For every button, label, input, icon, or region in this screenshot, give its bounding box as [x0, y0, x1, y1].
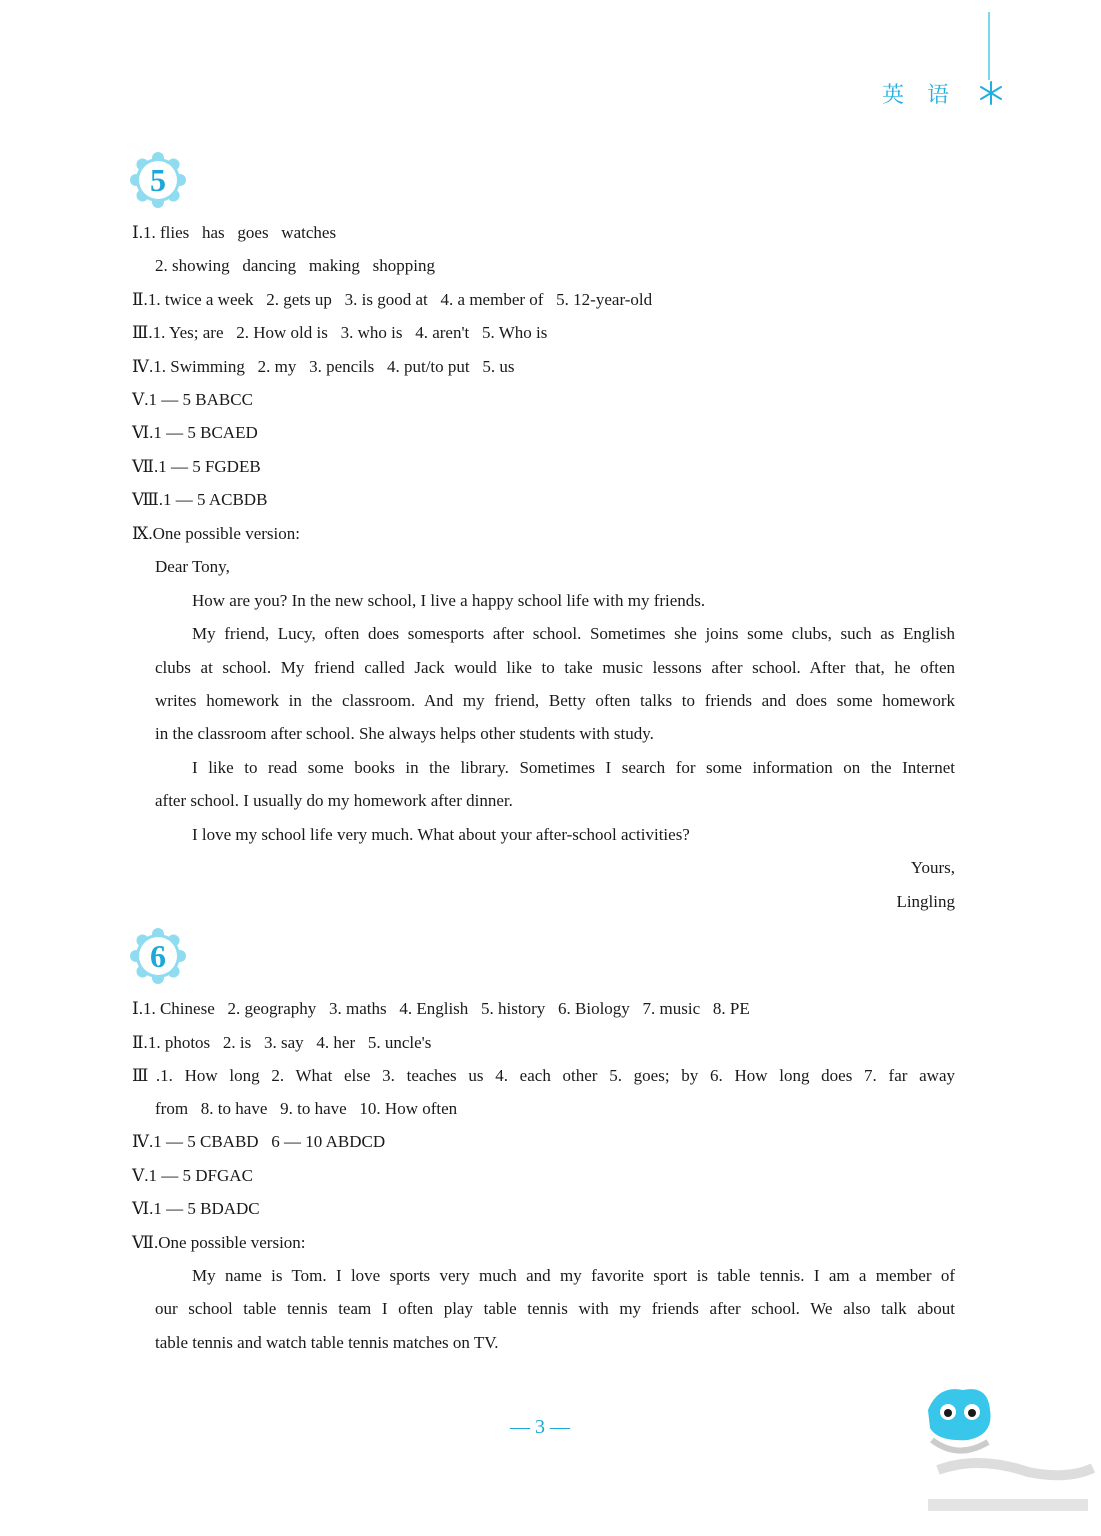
- s6-q1: Ⅰ.1. Chinese 2. geography 3. maths 4. English 5. history 6. Biology 7. music 8. PE: [132, 999, 750, 1018]
- mascot-decoration-icon: [918, 1380, 1098, 1530]
- section-5-badge: 5: [130, 152, 186, 208]
- essay-line-2: our school table tennis team I often play table tennis with my friends after school. We also talk about: [155, 1299, 955, 1318]
- letter-p3-line-1: I like to read some books in the library. Sometimes I search for some information on the Internet: [192, 758, 955, 777]
- s5-q2: Ⅱ.1. twice a week 2. gets up 3. is good at 4. a member of 5. 12-year-old: [132, 290, 653, 309]
- subject-header: 英 语: [882, 83, 957, 108]
- s6-q3-line2: from 8. to have 9. to have 10. How often: [155, 1099, 458, 1118]
- page-number: — 3 —: [510, 1416, 570, 1438]
- s6-q7: Ⅶ.One possible version:: [132, 1233, 306, 1252]
- s5-q1-line2: 2. showing dancing making shopping: [155, 256, 436, 275]
- s6-q2: Ⅱ.1. photos 2. is 3. say 4. her 5. uncle's: [132, 1033, 432, 1052]
- letter-p2-line-2: clubs at school. My friend called Jack would like to take music lessons after school. After that, he often: [155, 658, 955, 677]
- s5-q4: Ⅳ.1. Swimming 2. my 3. pencils 4. put/to put 5. us: [132, 357, 515, 376]
- asterisk-icon: [978, 80, 1004, 106]
- letter-paragraph-1: How are you? In the new school, I live a happy school life with my friends.: [192, 591, 706, 610]
- s6-q5: Ⅴ.1 — 5 DFGAC: [132, 1166, 253, 1185]
- s5-q8: Ⅷ.1 — 5 ACBDB: [132, 490, 268, 509]
- essay-line-1: My name is Tom. I love sports very much and my favorite sport is table tennis. I am a member of: [192, 1266, 955, 1285]
- letter-p2-line-3: writes homework in the classroom. And my friend, Betty often talks to friends and does some homework: [155, 691, 955, 710]
- s6-q6: Ⅵ.1 — 5 BDADC: [132, 1199, 260, 1218]
- letter-closing: Yours,: [910, 858, 955, 877]
- s6-q3-line1: Ⅲ.1. How long 2. What else 3. teaches us 4. each other 5. goes; by 6. How long does 7. far away: [132, 1066, 955, 1085]
- s5-q3: Ⅲ.1. Yes; are 2. How old is 3. who is 4. aren't 5. Who is: [132, 323, 548, 342]
- letter-paragraph-4: I love my school life very much. What about your after-school activities?: [192, 825, 690, 844]
- letter-greeting: Dear Tony,: [155, 557, 230, 576]
- letter-p2-line-1: My friend, Lucy, often does somesports after school. Sometimes she joins some clubs, such as English: [192, 624, 955, 643]
- s5-q9: Ⅸ.One possible version:: [132, 524, 300, 543]
- s5-q6: Ⅵ.1 — 5 BCAED: [132, 423, 258, 442]
- essay-line-3: table tennis and watch table tennis matches on TV.: [155, 1333, 499, 1352]
- letter-p2-line-4: in the classroom after school. She always helps other students with study.: [155, 724, 654, 743]
- s6-q4: Ⅳ.1 — 5 CBABD 6 — 10 ABDCD: [132, 1132, 386, 1151]
- letter-signature: Lingling: [896, 892, 955, 911]
- s5-q5: Ⅴ.1 — 5 BABCC: [132, 390, 253, 409]
- letter-p3-line-2: after school. I usually do my homework after dinner.: [155, 791, 513, 810]
- s5-q7: Ⅶ.1 — 5 FGDEB: [132, 457, 261, 476]
- section-6-badge: 6: [130, 928, 186, 984]
- s5-q1-line1: Ⅰ.1. flies has goes watches: [132, 223, 337, 242]
- header-divider-line: [988, 12, 990, 80]
